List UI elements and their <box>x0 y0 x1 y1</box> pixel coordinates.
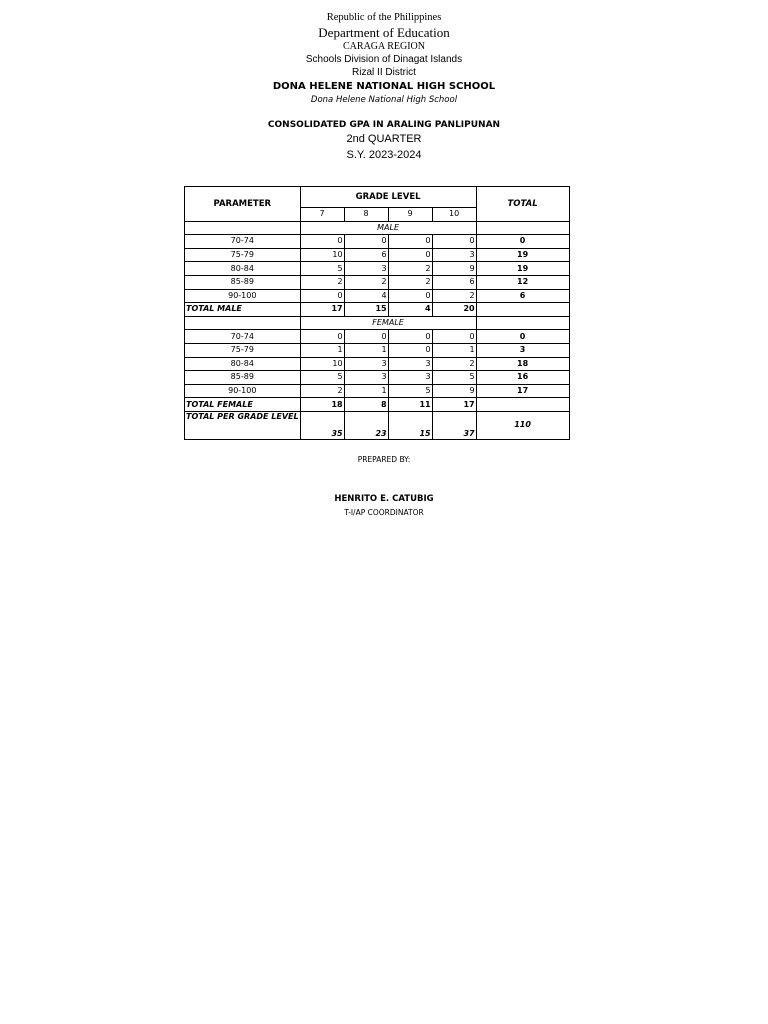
department-heading: Department of Education <box>318 25 450 40</box>
subtotal-cell: 17 <box>432 398 476 412</box>
grade-9-header: 9 <box>388 208 432 222</box>
value-cell: 0 <box>432 235 476 249</box>
section-spacer <box>476 316 569 330</box>
male-total-label: TOTAL MALE <box>185 303 301 317</box>
table-row <box>185 275 570 289</box>
value-cell: 9 <box>432 384 476 398</box>
subtotal-cell: 11 <box>388 398 432 412</box>
row-total-cell: 0 <box>476 330 569 344</box>
value-cell: 0 <box>388 289 432 303</box>
value-cell: 0 <box>300 330 344 344</box>
range-cell: 80-84 <box>185 262 301 276</box>
grade-10-header: 10 <box>432 208 476 222</box>
range-cell: 70-74 <box>185 235 301 249</box>
overall-total-cell: 110 <box>476 411 569 439</box>
grade-total-cell: 23 <box>344 411 388 439</box>
value-cell: 0 <box>388 343 432 357</box>
empty-total-cell <box>476 303 569 317</box>
row-total-cell: 6 <box>476 289 569 303</box>
row-total-cell: 3 <box>476 343 569 357</box>
row-total-cell: 19 <box>476 262 569 276</box>
signer-role: T-I/AP COORDINATOR <box>344 508 424 517</box>
range-cell: 90-100 <box>185 384 301 398</box>
value-cell: 9 <box>432 262 476 276</box>
quarter-label: 2nd QUARTER <box>346 133 422 145</box>
range-cell: 85-89 <box>185 371 301 385</box>
value-cell: 0 <box>432 330 476 344</box>
value-cell: 6 <box>344 248 388 262</box>
value-cell: 0 <box>344 235 388 249</box>
value-cell: 5 <box>300 371 344 385</box>
value-cell: 1 <box>432 343 476 357</box>
row-total-cell: 16 <box>476 371 569 385</box>
female-section-label: FEMALE <box>300 316 476 330</box>
value-cell: 6 <box>432 275 476 289</box>
table-row <box>185 235 570 249</box>
value-cell: 0 <box>388 248 432 262</box>
table-row <box>185 248 570 262</box>
parameter-header: PARAMETER <box>185 187 301 222</box>
male-total-row <box>185 303 570 317</box>
value-cell: 3 <box>344 371 388 385</box>
value-cell: 5 <box>432 371 476 385</box>
value-cell: 2 <box>300 384 344 398</box>
value-cell: 2 <box>388 275 432 289</box>
value-cell: 2 <box>300 275 344 289</box>
section-spacer <box>185 221 301 235</box>
value-cell: 2 <box>432 357 476 371</box>
district-heading: Rizal II District <box>352 67 416 78</box>
grade-level-header: GRADE LEVEL <box>300 187 476 208</box>
empty-total-cell <box>476 398 569 412</box>
range-cell: 70-74 <box>185 330 301 344</box>
value-cell: 3 <box>344 262 388 276</box>
value-cell: 3 <box>432 248 476 262</box>
value-cell: 0 <box>300 235 344 249</box>
row-total-cell: 18 <box>476 357 569 371</box>
value-cell: 0 <box>344 330 388 344</box>
prepared-by-label: PREPARED BY: <box>357 455 411 464</box>
total-header: TOTAL <box>476 187 569 222</box>
school-year-label: S.Y. 2023-2024 <box>346 149 422 161</box>
gpa-table <box>184 186 570 440</box>
female-total-label: TOTAL FEMALE <box>185 398 301 412</box>
grade-7-header: 7 <box>300 208 344 222</box>
table-row <box>185 289 570 303</box>
grade-total-cell: 15 <box>388 411 432 439</box>
range-cell: 80-84 <box>185 357 301 371</box>
grand-total-label: TOTAL PER GRADE LEVEL <box>185 411 301 439</box>
range-cell: 85-89 <box>185 275 301 289</box>
table-row <box>185 357 570 371</box>
row-total-cell: 17 <box>476 384 569 398</box>
grade-total-cell: 35 <box>300 411 344 439</box>
value-cell: 10 <box>300 248 344 262</box>
republic-heading: Republic of the Philippines <box>326 12 442 23</box>
male-section-label: MALE <box>300 221 476 235</box>
value-cell: 5 <box>300 262 344 276</box>
value-cell: 3 <box>388 371 432 385</box>
value-cell: 5 <box>388 384 432 398</box>
value-cell: 0 <box>388 235 432 249</box>
row-total-cell: 0 <box>476 235 569 249</box>
value-cell: 1 <box>344 384 388 398</box>
range-cell: 75-79 <box>185 343 301 357</box>
value-cell: 0 <box>300 289 344 303</box>
row-total-cell: 12 <box>476 275 569 289</box>
value-cell: 2 <box>432 289 476 303</box>
report-title: CONSOLIDATED GPA IN ARALING PANLIPUNAN <box>267 120 501 130</box>
value-cell: 3 <box>344 357 388 371</box>
table-row <box>185 384 570 398</box>
value-cell: 2 <box>344 275 388 289</box>
subtotal-cell: 18 <box>300 398 344 412</box>
grade-total-cell: 37 <box>432 411 476 439</box>
range-cell: 75-79 <box>185 248 301 262</box>
table-row <box>185 330 570 344</box>
value-cell: 1 <box>344 343 388 357</box>
value-cell: 3 <box>388 357 432 371</box>
section-spacer <box>185 316 301 330</box>
value-cell: 0 <box>388 330 432 344</box>
subtotal-cell: 8 <box>344 398 388 412</box>
table-row <box>185 262 570 276</box>
school-subtitle: Dona Helene National High School <box>310 95 458 105</box>
subtotal-cell: 20 <box>432 303 476 317</box>
table-row <box>185 371 570 385</box>
range-cell: 90-100 <box>185 289 301 303</box>
region-heading: CARAGA REGION <box>343 41 425 52</box>
school-name: DONA HELENE NATIONAL HIGH SCHOOL <box>272 81 496 92</box>
signer-name: HENRITO E. CATUBIG <box>334 494 434 504</box>
division-heading: Schools Division of Dinagat Islands <box>305 54 463 65</box>
value-cell: 2 <box>388 262 432 276</box>
value-cell: 1 <box>300 343 344 357</box>
row-total-cell: 19 <box>476 248 569 262</box>
value-cell: 4 <box>344 289 388 303</box>
section-spacer <box>476 221 569 235</box>
grade-8-header: 8 <box>344 208 388 222</box>
subtotal-cell: 15 <box>344 303 388 317</box>
subtotal-cell: 4 <box>388 303 432 317</box>
value-cell: 10 <box>300 357 344 371</box>
female-total-row <box>185 398 570 412</box>
table-row <box>185 343 570 357</box>
subtotal-cell: 17 <box>300 303 344 317</box>
grand-total-row <box>185 411 570 439</box>
